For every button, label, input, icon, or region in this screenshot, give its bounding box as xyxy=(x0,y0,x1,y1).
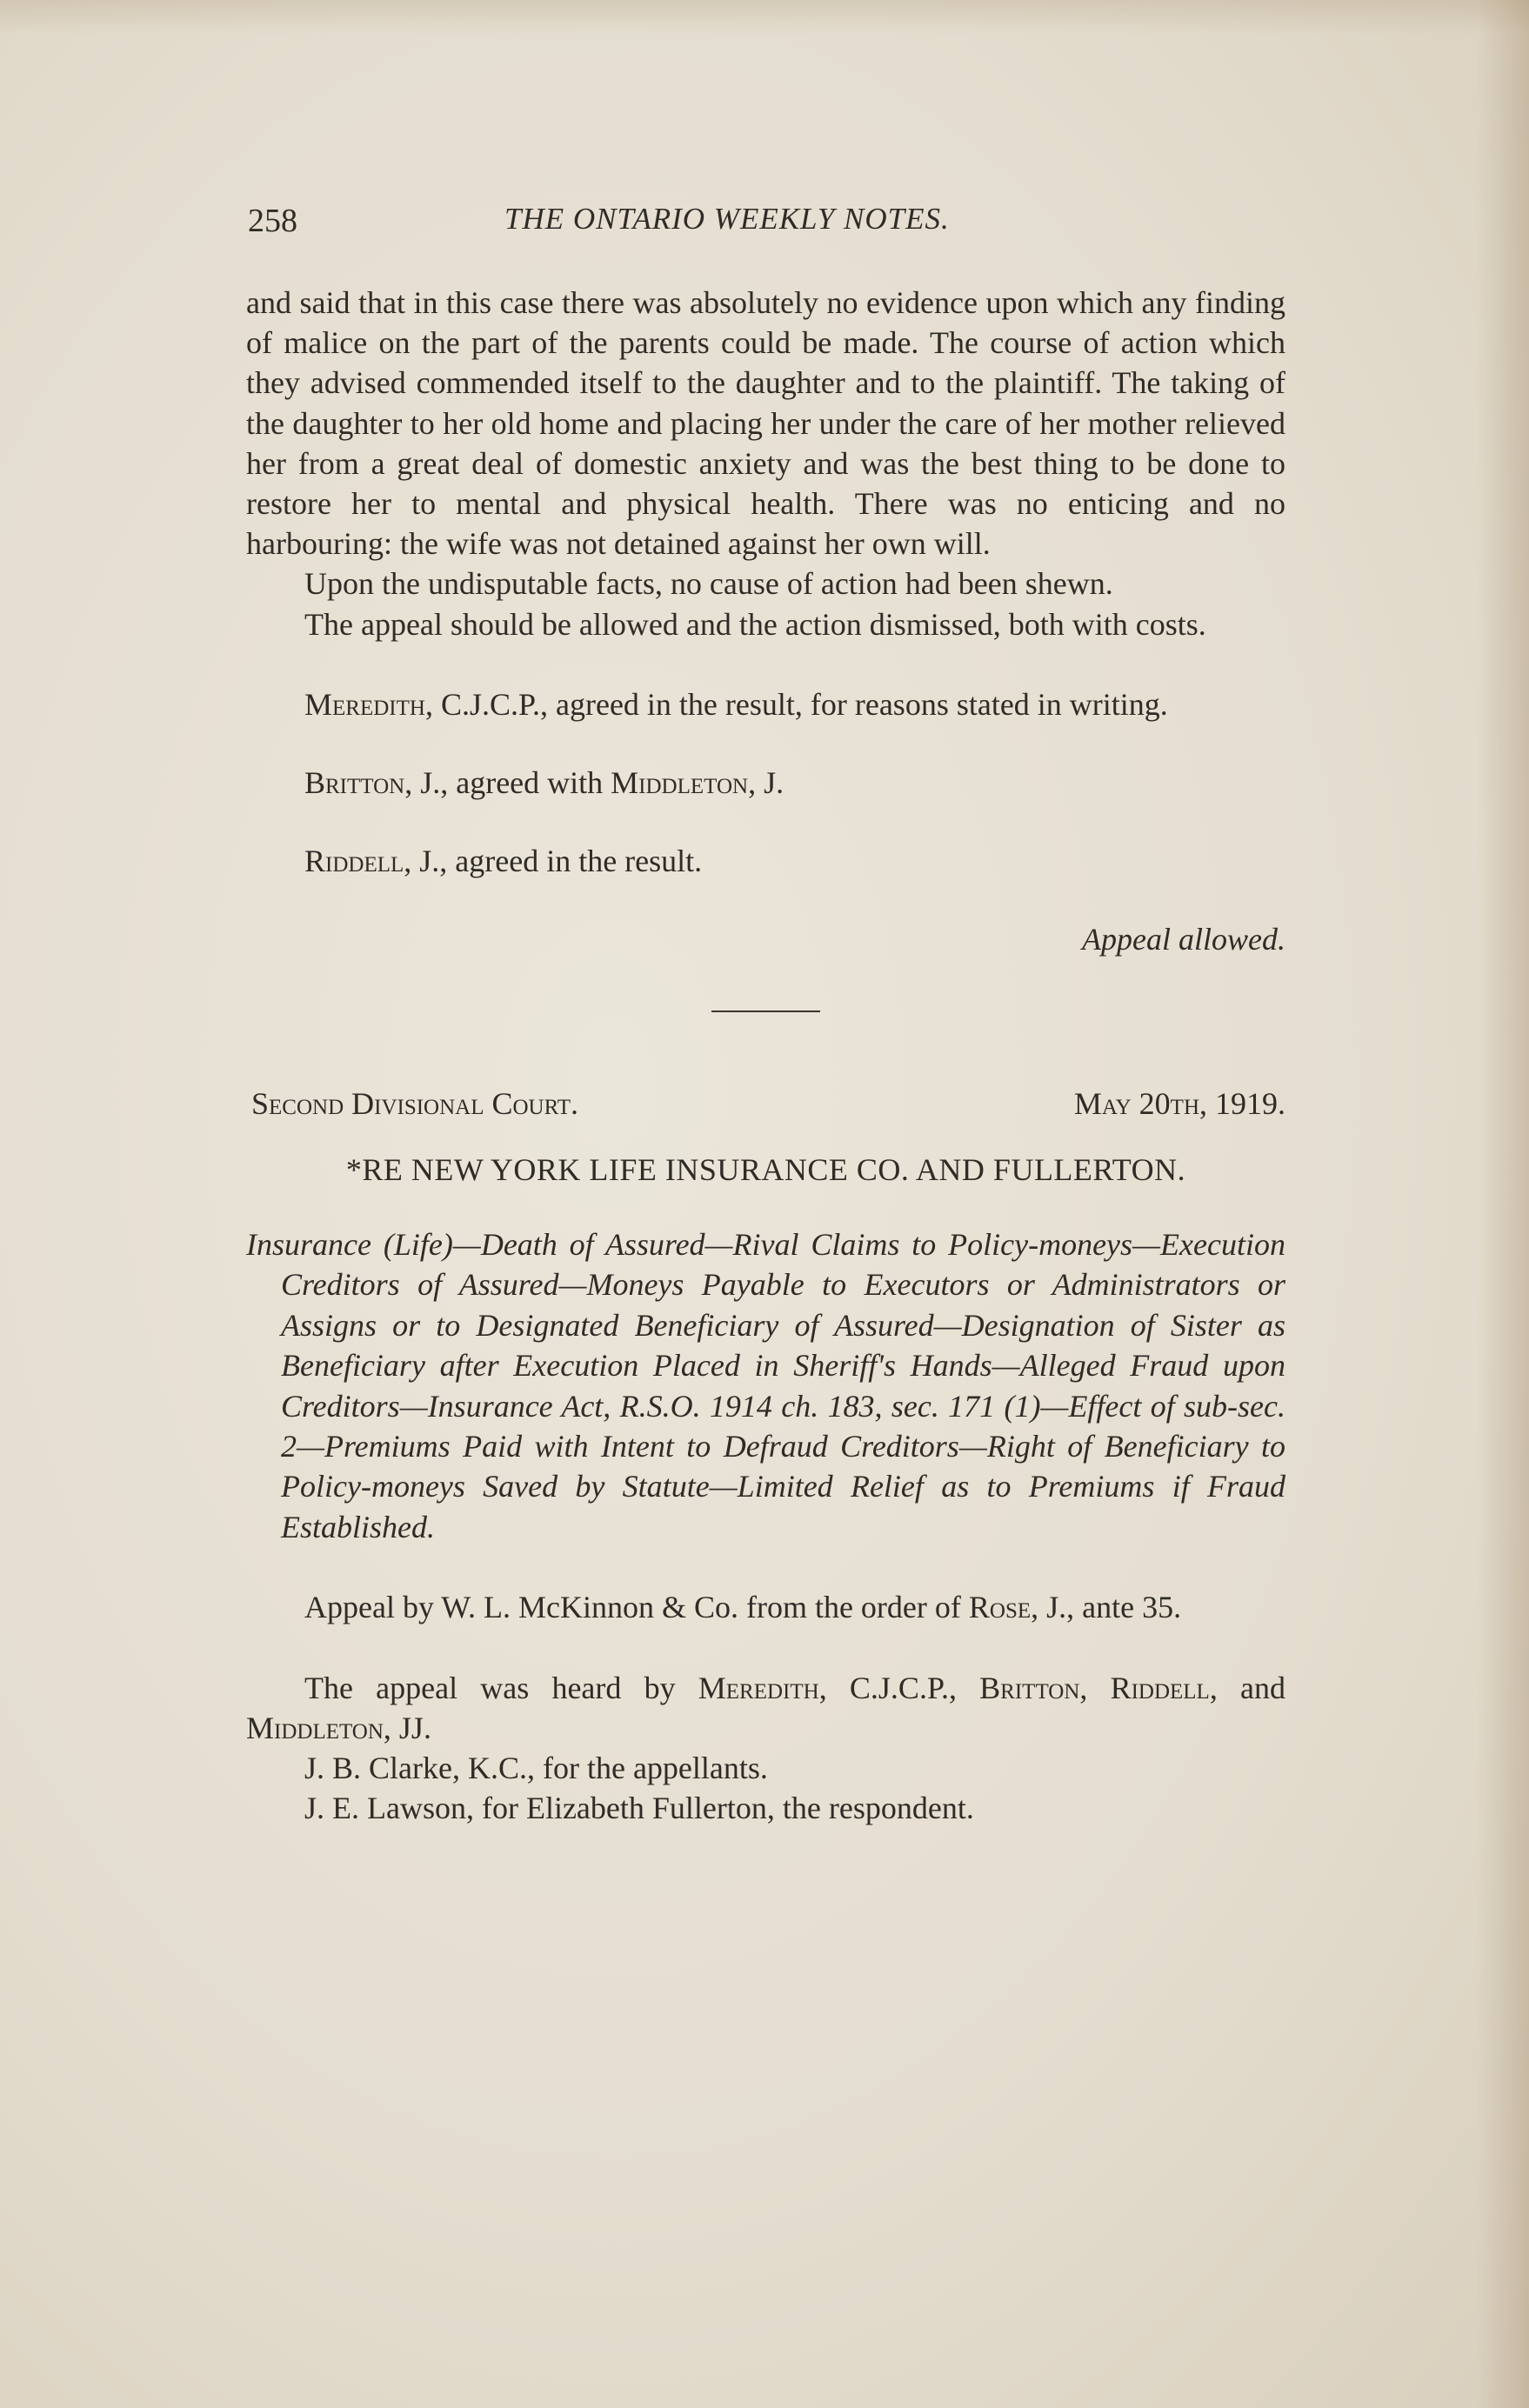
counsel-line: J. E. Lawson, for Elizabeth Fullerton, the respondent. xyxy=(304,1791,974,1826)
hearing-text: The appeal was heard by xyxy=(304,1670,698,1705)
hearing-text: , and xyxy=(1209,1670,1285,1705)
disposition: Appeal allowed. xyxy=(1082,922,1285,957)
section-divider xyxy=(711,1011,820,1012)
hearing-text: , JJ. xyxy=(383,1710,431,1745)
appeal-text: , J., ante 35. xyxy=(1031,1590,1182,1625)
judge-name: Britton xyxy=(979,1670,1080,1705)
page-body xyxy=(246,283,1285,1828)
opinion-text: , J., agreed with xyxy=(404,765,611,801)
judge-name: Middleton xyxy=(246,1710,384,1745)
opinion-meredith xyxy=(246,684,1285,724)
paragraph: Upon the undisputable facts, no cause of action had been shewn. xyxy=(304,566,1113,602)
opinion-text: , J., agreed in the result. xyxy=(404,844,703,879)
judge-name: Riddell xyxy=(304,844,404,879)
opinion-text: , J. xyxy=(748,765,785,801)
opinion-britton xyxy=(246,763,1285,803)
page-shadow-top xyxy=(0,0,1529,35)
judge-name: Riddell xyxy=(1110,1670,1210,1705)
hearing-text: , xyxy=(1079,1670,1111,1705)
page-shadow-right xyxy=(1477,0,1529,2408)
case-title: *RE NEW YORK LIFE INSURANCE CO. AND FULLERTON. xyxy=(345,1151,1186,1187)
opinion-riddell xyxy=(246,841,1285,881)
headnote: Insurance (Life)—Death of Assured—Rival Claims to Policy-moneys—Execution Creditors of Assured—Moneys Payable to Executors or Administrators or Assigns or to Designated Beneficiary of Assured—Designation of Sister as Beneficiary after Execution Placed in Sheriff's Hands—Alleged Fraud upon Creditors—Insurance Act, R.S.O. 1914 ch. 183, sec. 171 (1)—Effect of sub-sec. 2—Premiums Paid with Intent to Defraud Creditors—Right of Beneficiary to Policy-moneys Saved by Statute—Limited Relief as to Premiums if Fraud Established. xyxy=(246,1227,1285,1544)
appeal-text: Appeal by W. L. McKinnon & Co. from the order of xyxy=(304,1590,969,1625)
hearing-text: , C.J.C.P., xyxy=(818,1670,980,1705)
court-name: Second Divisional Court. xyxy=(251,1085,579,1121)
paragraph: The appeal should be allowed and the action dismissed, both with costs. xyxy=(304,606,1206,642)
judge-name: Meredith xyxy=(304,686,425,722)
opinion-text: , C.J.C.P., agreed in the result, for reasons stated in writing. xyxy=(424,686,1168,722)
judge-name: Middleton xyxy=(611,765,749,801)
court-date-line xyxy=(246,1084,1285,1124)
page-number: 258 xyxy=(248,203,297,239)
judge-name: Meredith xyxy=(698,1670,819,1705)
journal-title: THE ONTARIO WEEKLY NOTES. xyxy=(504,202,950,236)
decision-date: May 20th, 1919. xyxy=(1073,1085,1285,1121)
counsel-line: J. B. Clarke, K.C., for the appellants. xyxy=(304,1750,768,1785)
judge-name: Britton xyxy=(304,765,405,801)
hearing-paragraph xyxy=(246,1668,1285,1748)
appeal-paragraph xyxy=(246,1587,1285,1627)
judge-name: Rose xyxy=(968,1590,1032,1625)
running-head xyxy=(248,202,1300,245)
paragraph: and said that in this case there was absolutely no evidence upon which any finding of malice on the part of the parents could be made. The course of action which they advised commended itself to the daughter and to the plaintiff. The taking of the daughter to her old home and placing her under the care of her mother relieved her from a great deal of domestic anxiety and was the best thing to be done to restore her to mental and physical health. There was no enticing and no harbouring: the wife was not detained against her own will. xyxy=(246,285,1285,562)
